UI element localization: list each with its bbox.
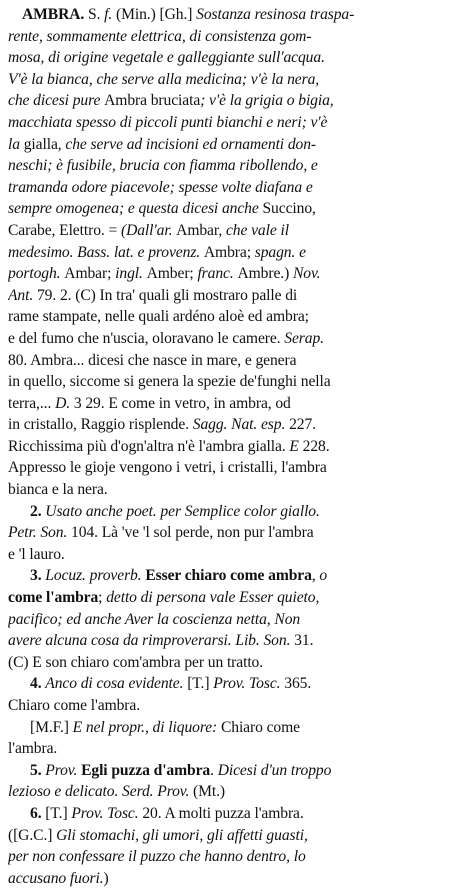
text-segment: macchiata spesso di piccoli punti bianchi e neri; v'è: [8, 113, 328, 131]
text-segment: Ambra;: [203, 243, 255, 261]
text-line: [8, 587, 462, 609]
text-segment: spagn. e: [254, 243, 306, 261]
text-segment: Egli puzza d'ambra: [81, 761, 211, 779]
text-line: [8, 565, 462, 587]
text-line: [8, 846, 462, 868]
text-segment: Succino,: [262, 200, 316, 218]
text-segment: Sostanza resinosa traspa-: [196, 6, 355, 23]
text-segment: la: [8, 135, 24, 153]
text-segment: 365.: [284, 675, 312, 693]
text-segment: ingl.: [115, 265, 147, 283]
text-line: [8, 26, 462, 48]
text-segment: avere alcuna cosa da rimproverarsi. Lib. Son.: [8, 632, 295, 650]
text-line: [8, 134, 462, 156]
text-segment: Chiaro come l'ambra.: [8, 697, 141, 714]
text-line: [8, 781, 462, 803]
text-segment: in quello, siccome si genera la spezie de'funghi nella: [8, 373, 331, 391]
text-segment: E: [289, 437, 303, 455]
text-line: [8, 825, 462, 847]
text-line: [8, 4, 462, 26]
text-segment: Serap.: [284, 329, 324, 347]
text-line: [8, 393, 462, 415]
text-segment: , che serve ad incisioni ed ornamenti don-: [57, 135, 317, 153]
text-segment: rente, sommamente elettrica, di consistenza gom-: [8, 27, 312, 45]
text-segment: Ricchissima più d'ogn'altra n'è l'ambra gialla.: [8, 437, 290, 455]
text-segment: 5.: [30, 761, 46, 779]
text-line: [8, 328, 462, 350]
text-segment: 31.: [294, 632, 314, 650]
text-segment: V'è la bianca, che serve alla medicina; v'è la nera,: [8, 70, 320, 88]
text-segment: Nov.: [292, 265, 321, 283]
text-segment: Prov.: [45, 761, 82, 779]
text-line: [8, 47, 462, 69]
text-segment: 6.: [30, 804, 46, 822]
text-segment: portogh.: [8, 265, 65, 283]
text-segment: Carabe, Elettro. =: [8, 221, 121, 239]
text-segment: [T.]: [45, 804, 72, 822]
text-line: [8, 155, 462, 177]
text-line: [8, 544, 462, 566]
text-line: [8, 350, 462, 372]
text-segment: pacifico; ed anche Aver la coscienza netta, Non: [8, 610, 301, 628]
entry-senses: [8, 501, 462, 889]
text-segment: Amber;: [146, 265, 198, 283]
text-segment: Chiaro come: [220, 718, 300, 736]
text-segment: [T.]: [187, 675, 214, 693]
text-segment: terra,...: [8, 394, 56, 412]
text-segment: lezioso e delicato. Serd. Prov.: [8, 783, 194, 801]
text-segment: S.: [88, 6, 105, 23]
text-segment: 2.: [30, 502, 46, 520]
text-segment: detto di persona vale Esser quieto,: [106, 589, 320, 607]
text-line: [8, 198, 462, 220]
text-segment: accusano fuori.: [8, 869, 104, 887]
text-line: [8, 868, 462, 889]
text-segment: bianca e la nera.: [8, 481, 108, 499]
text-line: [8, 738, 462, 760]
text-line: [8, 436, 462, 458]
text-segment: Usato anche poet. per Semplice color giallo.: [45, 502, 320, 520]
text-segment: Ambra bruciata: [104, 92, 201, 110]
text-segment: sempre omogenea; e questa dicesi anche: [8, 200, 263, 218]
text-line: [8, 673, 462, 695]
text-line: [8, 112, 462, 134]
text-segment: E nel propr., di liquore:: [72, 718, 221, 736]
text-line: [8, 242, 462, 264]
text-segment: rame stampate, nelle quali ardéno aloè ed ambra;: [8, 308, 309, 326]
text-segment: ;: [98, 589, 107, 607]
text-line: [8, 609, 462, 631]
text-segment: 3.: [30, 567, 46, 585]
text-segment: Appresso le gioje vengono i vetri, i cristalli, l'ambra: [8, 459, 327, 477]
text-line: [8, 717, 462, 739]
text-segment: 4.: [30, 675, 46, 693]
text-segment: ,: [311, 567, 320, 585]
text-segment: 20. A molti puzza l'ambra.: [142, 804, 304, 822]
sense-block: [8, 501, 462, 566]
text-line: [8, 90, 462, 112]
text-segment: Prov. Tosc.: [71, 804, 143, 822]
text-segment: Prov. Tosc.: [213, 675, 285, 693]
text-line: [8, 479, 462, 501]
text-segment: f.: [104, 6, 117, 23]
text-segment: 79. 2. (C) In tra' quali gli mostraro palle di: [36, 286, 298, 304]
text-segment: che dicesi pure: [8, 92, 105, 110]
text-line: [8, 760, 462, 782]
text-segment: AMBRA.: [22, 6, 88, 23]
text-segment: Esser chiaro come ambra: [145, 567, 312, 585]
text-segment: Ant.: [8, 286, 37, 304]
sense-block: [8, 760, 462, 803]
text-line: [8, 695, 462, 717]
text-segment: ): [103, 869, 109, 887]
text-segment: l'ambra.: [8, 740, 58, 758]
text-segment: ([G.C.]: [8, 826, 57, 844]
sense-block: [8, 565, 462, 673]
text-segment: Ambre.): [237, 265, 293, 283]
text-segment: medesimo. Bass. lat. e provenz.: [8, 243, 204, 261]
text-segment: e 'l lauro.: [8, 545, 65, 563]
text-line: [8, 522, 462, 544]
text-segment: (C) E son chiaro com'ambra per un tratto.: [8, 653, 264, 671]
text-segment: (Dall'ar.: [120, 221, 177, 239]
text-line: [8, 285, 462, 307]
text-segment: ; v'è la grigia o bigia,: [200, 92, 334, 110]
text-segment: 104. Là 've 'l sol perde, non pur l'ambra: [71, 524, 314, 542]
text-segment: o: [319, 567, 328, 585]
text-segment: 228.: [302, 437, 330, 455]
sense-block: [8, 717, 462, 760]
text-line: [8, 630, 462, 652]
text-line: [8, 263, 462, 285]
text-line: [8, 371, 462, 393]
text-segment: e del fumo che n'uscia, oloravano le camere.: [8, 329, 285, 347]
text-line: [8, 501, 462, 523]
text-segment: tramanda odore piacevole; spesse volte diafana e: [8, 178, 313, 196]
text-segment: neschi; è fusibile, brucia con fiamma ribollendo, e: [8, 157, 318, 175]
text-line: [8, 220, 462, 242]
text-line: [8, 652, 462, 674]
text-segment: (Min.) [Gh.]: [116, 6, 197, 23]
text-line: [8, 803, 462, 825]
text-segment: Anco di cosa evidente.: [45, 675, 188, 693]
text-segment: in cristallo, Raggio risplende.: [8, 416, 193, 434]
text-segment: Ambar;: [64, 265, 116, 283]
text-segment: Ambar,: [176, 221, 226, 239]
text-segment: mosa, di origine vegetale e galleggiante sull'acqua.: [8, 49, 325, 67]
text-segment: gialla: [23, 135, 58, 153]
text-segment: Dicesi d'un troppo: [217, 761, 332, 779]
text-line: [8, 414, 462, 436]
text-segment: 80. Ambra... dicesi che nasce in mare, e genera: [8, 351, 297, 369]
text-segment: 227.: [289, 416, 316, 434]
text-segment: che vale il: [225, 221, 289, 239]
text-segment: [M.F.]: [30, 718, 73, 736]
text-segment: Sagg. Nat. esp.: [192, 416, 290, 434]
text-segment: D.: [55, 394, 74, 412]
sense-block: [8, 803, 462, 889]
text-line: [8, 306, 462, 328]
entry-ambra: [8, 4, 462, 501]
text-segment: Petr. Son.: [8, 524, 72, 542]
text-segment: per non confessare il puzzo che hanno dentro, lo: [8, 848, 306, 866]
text-segment: franc.: [197, 265, 238, 283]
text-line: [8, 457, 462, 479]
text-line: [8, 177, 462, 199]
text-segment: .: [210, 761, 218, 779]
text-line: [8, 69, 462, 91]
text-segment: Locuz. proverb.: [45, 567, 146, 585]
text-segment: Gli stomachi, gli umori, gli affetti guasti,: [56, 826, 308, 844]
sense-block: [8, 673, 462, 716]
text-segment: come l'ambra: [8, 589, 99, 607]
text-segment: (Mt.): [193, 783, 226, 801]
text-segment: 3 29. E come in vetro, in ambra, od: [73, 394, 291, 412]
